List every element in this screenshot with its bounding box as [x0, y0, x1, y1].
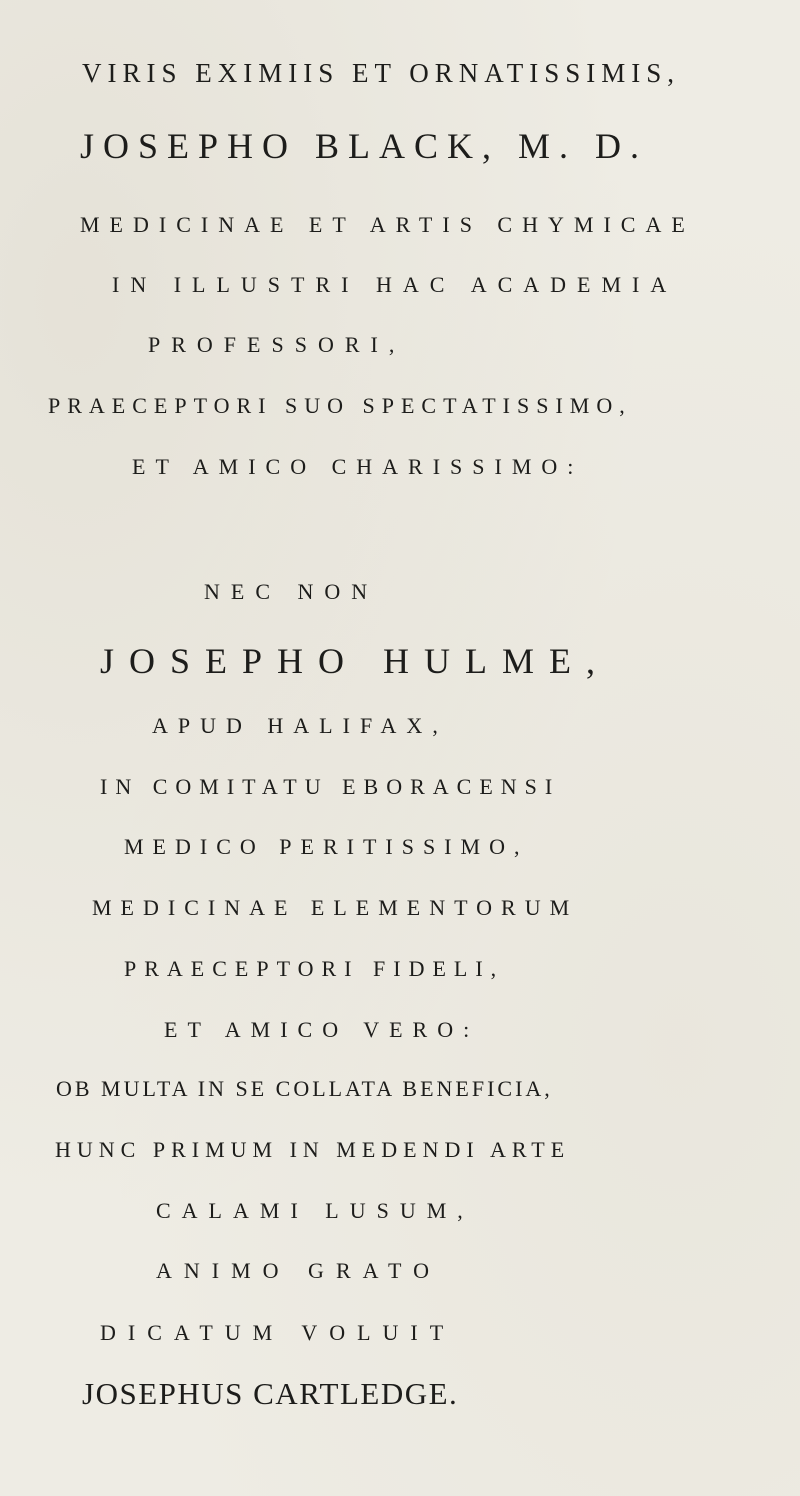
- dedication-line-8: NEC NON: [204, 579, 379, 604]
- dedication-line-10: APUD HALIFAX,: [152, 713, 448, 738]
- dedication-line-17: HUNC PRIMUM IN MEDENDI ARTE: [55, 1137, 571, 1162]
- dedication-line-9: JOSEPHO HULME,: [100, 641, 611, 681]
- dedication-line-18: CALAMI LUSUM,: [156, 1198, 474, 1223]
- dedication-line-13: MEDICINAE ELEMENTORUM: [92, 895, 579, 920]
- author-signature: JOSEPHUS CARTLEDGE.: [82, 1376, 459, 1411]
- dedication-line-3: MEDICINAE ET ARTIS CHYMICAE: [80, 212, 695, 237]
- dedication-line-5: PROFESSORI,: [148, 332, 406, 357]
- dedication-line-2: JOSEPHO BLACK, M. D.: [80, 126, 649, 166]
- dedication-line-12: MEDICO PERITISSIMO,: [124, 834, 529, 859]
- dedication-line-15: ET AMICO VERO:: [164, 1017, 480, 1042]
- dedication-line-11: IN COMITATU EBORACENSI: [100, 774, 561, 799]
- dedication-line-1: VIRIS EXIMIIS ET ORNATISSIMIS,: [82, 58, 681, 88]
- dedication-line-4: IN ILLUSTRI HAC ACADEMIA: [112, 272, 678, 297]
- dedication-line-6: PRAECEPTORI SUO SPECTATISSIMO,: [48, 393, 632, 418]
- dedication-line-20: DICATUM VOLUIT: [100, 1320, 456, 1345]
- dedication-line-19: ANIMO GRATO: [156, 1258, 441, 1283]
- dedication-line-7: ET AMICO CHARISSIMO:: [132, 454, 584, 479]
- dedication-line-16: OB MULTA IN SE COLLATA BENEFICIA,: [56, 1076, 553, 1101]
- dedication-line-14: PRAECEPTORI FIDELI,: [124, 956, 505, 981]
